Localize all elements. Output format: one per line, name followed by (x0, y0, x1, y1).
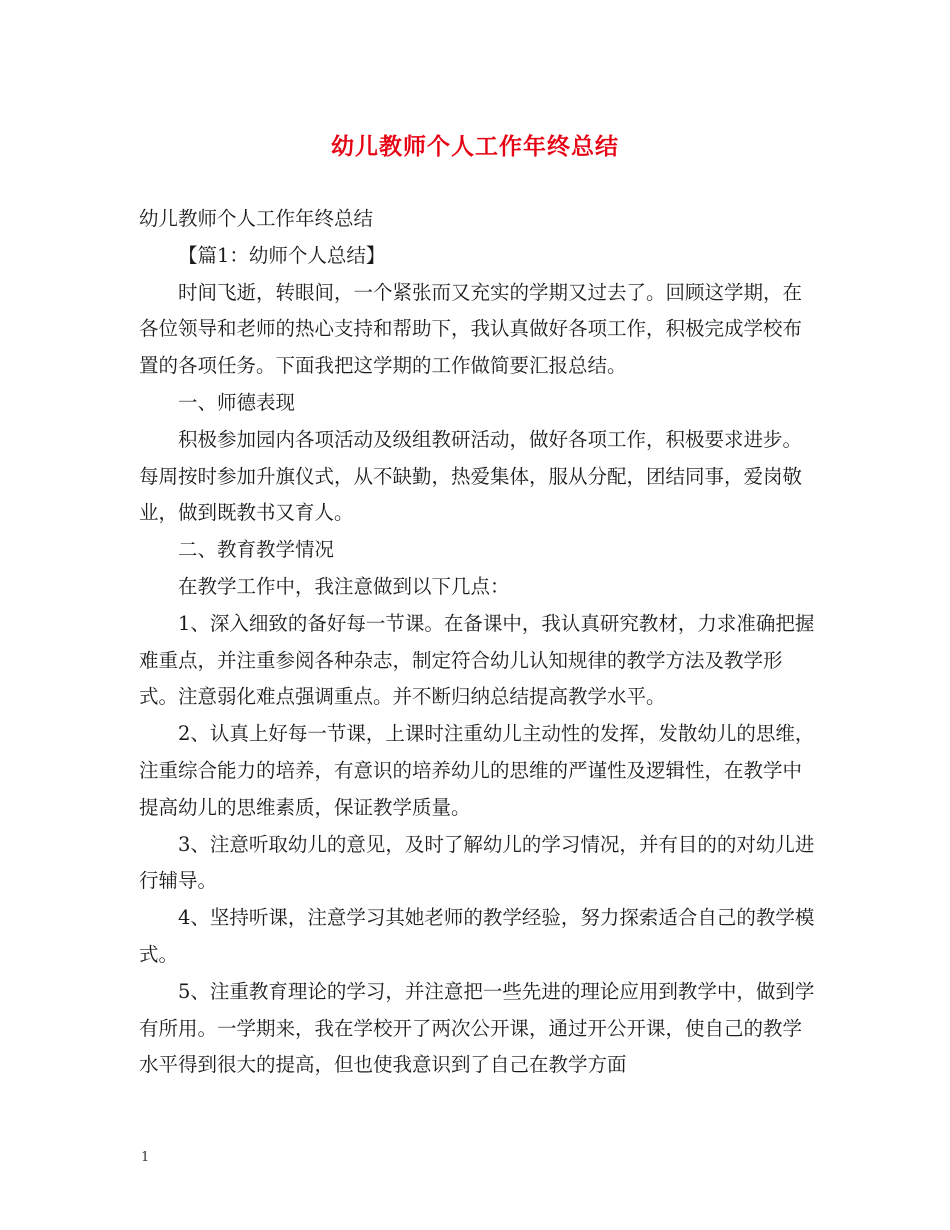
section-heading-ethics: 一、师德表现 (178, 390, 296, 414)
document-subtitle: 幼儿教师个人工作年终总结 (139, 207, 374, 230)
document-body (139, 201, 819, 1084)
section-heading-teaching: 二、教育教学情况 (178, 538, 335, 562)
section-heading-part1: 【篇1：幼师个人总结】 (178, 243, 386, 267)
ethics-paragraph: 积极参加园内各项活动及级组教研活动，做好各项工作，积极要求进步。每周按时参加升旗仪式，从不缺勤，热爱集体，服从分配，团结同事，爱岗敬业，做到既教书又育人。 (139, 427, 803, 525)
document-title: 幼儿教师个人工作年终总结 (331, 133, 619, 160)
teaching-point-4: 4、坚持听课，注意学习其她老师的教学经验，努力探索适合自己的教学模式。 (139, 906, 815, 966)
teaching-point-2: 2、认真上好每一节课，上课时注重幼儿主动性的发挥，发散幼儿的思维，注重综合能力的培养，有意识的培养幼儿的思维的严谨性及逻辑性，在教学中提高幼儿的思维素质，保证教学质量。 (139, 722, 815, 819)
teaching-point-1: 1、深入细致的备好每一节课。在备课中，我认真研究教材，力求准确把握难重点，并注重参阅各种杂志，制定符合幼儿认知规律的教学方法及教学形式。注意弱化难点强调重点。并不断归纳总结提高教学水平。 (139, 611, 815, 709)
teaching-point-3: 3、注意听取幼儿的意见，及时了解幼儿的学习情况，并有目的的对幼儿进行辅导。 (139, 832, 815, 893)
teaching-point-5: 5、注重教育理论的学习，并注意把一些先进的理论应用到教学中，做到学有所用。一学期来，我在学校开了两次公开课，通过开公开课，使自己的教学水平得到很大的提高，但也使我意识到了自己在教学方面 (139, 979, 815, 1077)
intro-paragraph: 时间飞逝，转眼间，一个紧张而又充实的学期又过去了。回顾这学期，在各位领导和老师的热心支持和帮助下，我认真做好各项工作，积极完成学校布置的各项任务。下面我把这学期的工作做简要汇报总结。 (139, 280, 803, 378)
teaching-intro-paragraph: 在教学工作中，我注意做到以下几点： (178, 574, 510, 598)
page-number: 1 (141, 1150, 150, 1165)
